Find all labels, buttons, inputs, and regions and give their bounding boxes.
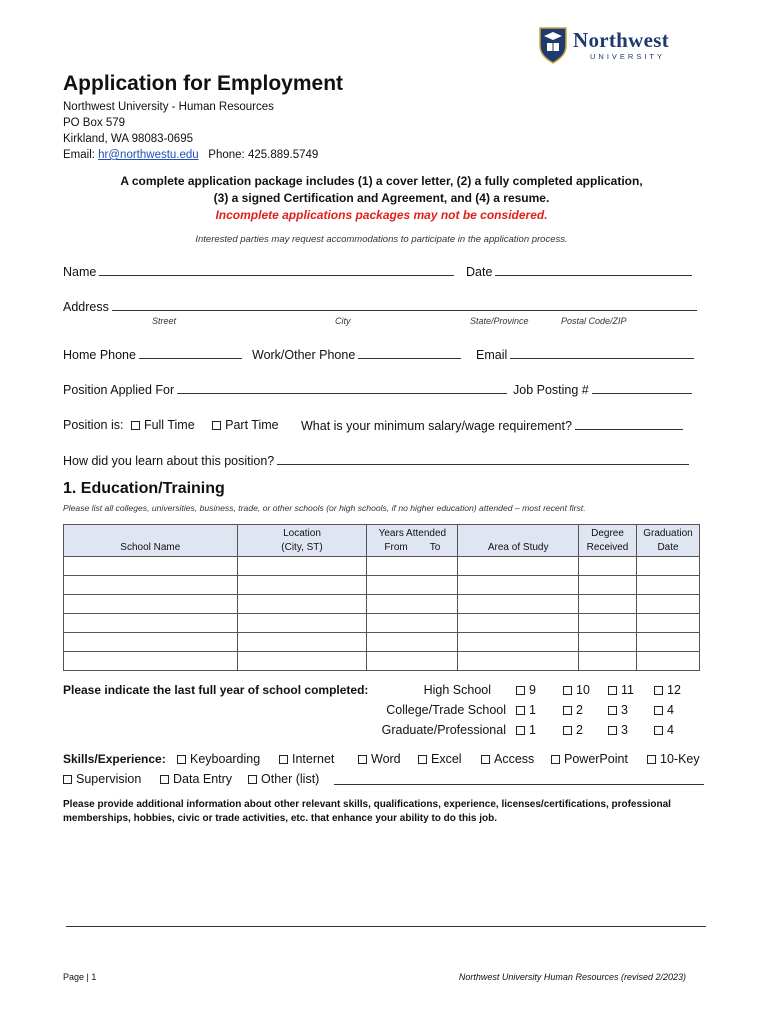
education-table [63, 524, 700, 671]
table-row [64, 576, 700, 595]
checkbox-icon [551, 755, 560, 764]
checkbox-icon [160, 775, 169, 784]
learn-label: How did you learn about this position? [63, 454, 275, 468]
education-instructions: Please list all colleges, universities, business, trade, or other schools (or high schools, if no higher education) attended – most recent first. [63, 503, 586, 513]
logo [538, 26, 678, 66]
checkbox-icon [654, 686, 663, 695]
email-link[interactable]: hr@northwestu.edu [98, 149, 199, 161]
last-year-label: Please indicate the last full year of school completed: [63, 683, 369, 697]
col-location: Location (City, ST) [237, 525, 367, 557]
checkbox-icon [418, 755, 427, 764]
city-caption: City [335, 316, 351, 326]
notice-line-1: A complete application package includes (1) a cover letter, (2) a fully completed application, [120, 174, 643, 188]
postal-caption: Postal Code/ZIP [561, 316, 627, 326]
graduate-option-3[interactable]: 3 [608, 723, 628, 737]
name-field[interactable] [99, 264, 454, 276]
notice-warning: Incomplete applications packages may not be considered. [215, 208, 548, 222]
date-label: Date [466, 265, 493, 279]
address-field[interactable] [112, 299, 697, 311]
logo-subtitle: UNIVERSITY [590, 52, 666, 61]
position-type-row [63, 418, 279, 432]
checkbox-icon [647, 755, 656, 764]
home-phone-row [63, 347, 242, 362]
skills-row-2 [63, 772, 703, 788]
checkbox-icon [516, 706, 525, 715]
other-skills-field[interactable] [334, 773, 704, 785]
checkbox-icon [212, 421, 221, 430]
skill-word[interactable]: Word [358, 752, 401, 766]
checkbox-icon [608, 686, 617, 695]
col-school: School Name [64, 525, 238, 557]
college-option-3[interactable]: 3 [608, 703, 628, 717]
hs-option-10[interactable]: 10 [563, 683, 590, 697]
accommodation-note: Interested parties may request accommodations to participate in the application process. [195, 234, 568, 245]
table-row [64, 652, 700, 671]
po-box: PO Box 579 [63, 117, 126, 129]
checkbox-icon [516, 726, 525, 735]
additional-info-prompt: Please provide additional information about other relevant skills, qualifications, experience, licenses/certifications, professional memberships, hobbies, civic or trade activities, etc. that enhance your ability to do this job. [63, 799, 671, 824]
learn-row [63, 453, 689, 468]
phone-text: Phone: 425.889.5749 [208, 149, 319, 161]
state-caption: State/Province [470, 316, 529, 326]
job-posting-field[interactable] [592, 382, 692, 394]
table-row [64, 595, 700, 614]
college-option-2[interactable]: 2 [563, 703, 583, 717]
email-field-label: Email [476, 348, 508, 362]
table-header-row [64, 525, 700, 557]
checkbox-icon [358, 755, 367, 764]
street-caption: Street [152, 316, 177, 326]
hs-option-12[interactable]: 12 [654, 683, 681, 697]
checkbox-icon [563, 686, 572, 695]
home-phone-label: Home Phone [63, 348, 136, 362]
checkbox-icon [248, 775, 257, 784]
checkbox-icon [563, 706, 572, 715]
job-posting-label: Job Posting # [513, 383, 589, 397]
skills-label: Skills/Experience: [63, 752, 166, 766]
table-row [64, 614, 700, 633]
skill-supervision[interactable]: Supervision [63, 772, 141, 786]
col-area: Area of Study [458, 525, 579, 557]
checkbox-icon [563, 726, 572, 735]
col-grad: Graduation Date [637, 525, 700, 557]
level-high-school: High School [423, 683, 491, 697]
home-phone-field[interactable] [139, 347, 242, 359]
salary-row [301, 418, 683, 433]
contact-line [63, 147, 318, 163]
hs-option-11[interactable]: 11 [608, 683, 634, 697]
checkbox-icon [177, 755, 186, 764]
skill-10key[interactable]: 10-Key [647, 752, 700, 766]
table-row [64, 633, 700, 652]
skill-access[interactable]: Access [481, 752, 534, 766]
graduate-option-4[interactable]: 4 [654, 723, 674, 737]
skill-data-entry[interactable]: Data Entry [160, 772, 232, 786]
address-row [63, 299, 697, 314]
additional-info-field[interactable] [66, 925, 706, 927]
level-college: College/Trade School [386, 703, 506, 717]
college-option-1[interactable]: 1 [516, 703, 536, 717]
position-row [63, 382, 507, 397]
checkbox-icon [608, 726, 617, 735]
table-row [64, 557, 700, 576]
page-title: Application for Employment [63, 72, 344, 95]
graduate-option-1[interactable]: 1 [516, 723, 536, 737]
notice-line-2: (3) a signed Certification and Agreement, and (4) a resume. [213, 191, 550, 205]
position-type-label: Position is: [63, 418, 124, 432]
checkbox-icon [131, 421, 140, 430]
checkbox-icon [608, 706, 617, 715]
skill-excel[interactable]: Excel [418, 752, 462, 766]
skill-powerpoint[interactable]: PowerPoint [551, 752, 628, 766]
hs-option-9[interactable]: 9 [516, 683, 536, 697]
email-label: Email: [63, 149, 95, 161]
email-field[interactable] [510, 347, 694, 359]
page-number: Page | 1 [63, 972, 97, 982]
checkbox-icon [481, 755, 490, 764]
logo-name: Northwest [573, 28, 670, 52]
salary-field[interactable] [575, 418, 683, 430]
job-posting-row [513, 382, 692, 397]
position-field[interactable] [177, 382, 507, 394]
checkbox-icon [654, 726, 663, 735]
checkbox-icon [654, 706, 663, 715]
col-years: Years Attended From To [367, 525, 458, 557]
full-time-checkbox[interactable]: Full Time [131, 418, 195, 432]
date-row [466, 264, 692, 279]
level-graduate: Graduate/Professional [381, 723, 506, 737]
skill-other[interactable]: Other (list) [248, 772, 319, 786]
notice [63, 173, 700, 224]
work-phone-field[interactable] [358, 347, 461, 359]
name-row [63, 264, 454, 279]
part-time-checkbox[interactable]: Part Time [212, 418, 279, 432]
skill-internet[interactable]: Internet [279, 752, 334, 766]
footer-revised: Northwest University Human Resources (revised 2/2023) [458, 972, 686, 982]
address-label: Address [63, 300, 109, 314]
work-phone-row [252, 347, 461, 362]
skill-keyboarding[interactable]: Keyboarding [177, 752, 260, 766]
education-heading: 1. Education/Training [63, 480, 225, 497]
college-option-4[interactable]: 4 [654, 703, 674, 717]
name-label: Name [63, 265, 97, 279]
work-phone-label: Work/Other Phone [252, 348, 356, 362]
salary-label: What is your minimum salary/wage requirement? [301, 419, 572, 433]
address-block [63, 99, 318, 163]
position-label: Position Applied For [63, 383, 175, 397]
org-line: Northwest University - Human Resources [63, 101, 274, 113]
checkbox-icon [63, 775, 72, 784]
email-row [476, 347, 694, 362]
date-field[interactable] [495, 264, 692, 276]
graduate-option-2[interactable]: 2 [563, 723, 583, 737]
city-line: Kirkland, WA 98083-0695 [63, 133, 193, 145]
skills-row [63, 752, 703, 768]
learn-field[interactable] [277, 453, 689, 465]
col-degree: Degree Received [579, 525, 637, 557]
checkbox-icon [279, 755, 288, 764]
shield-icon [538, 26, 568, 64]
checkbox-icon [516, 686, 525, 695]
